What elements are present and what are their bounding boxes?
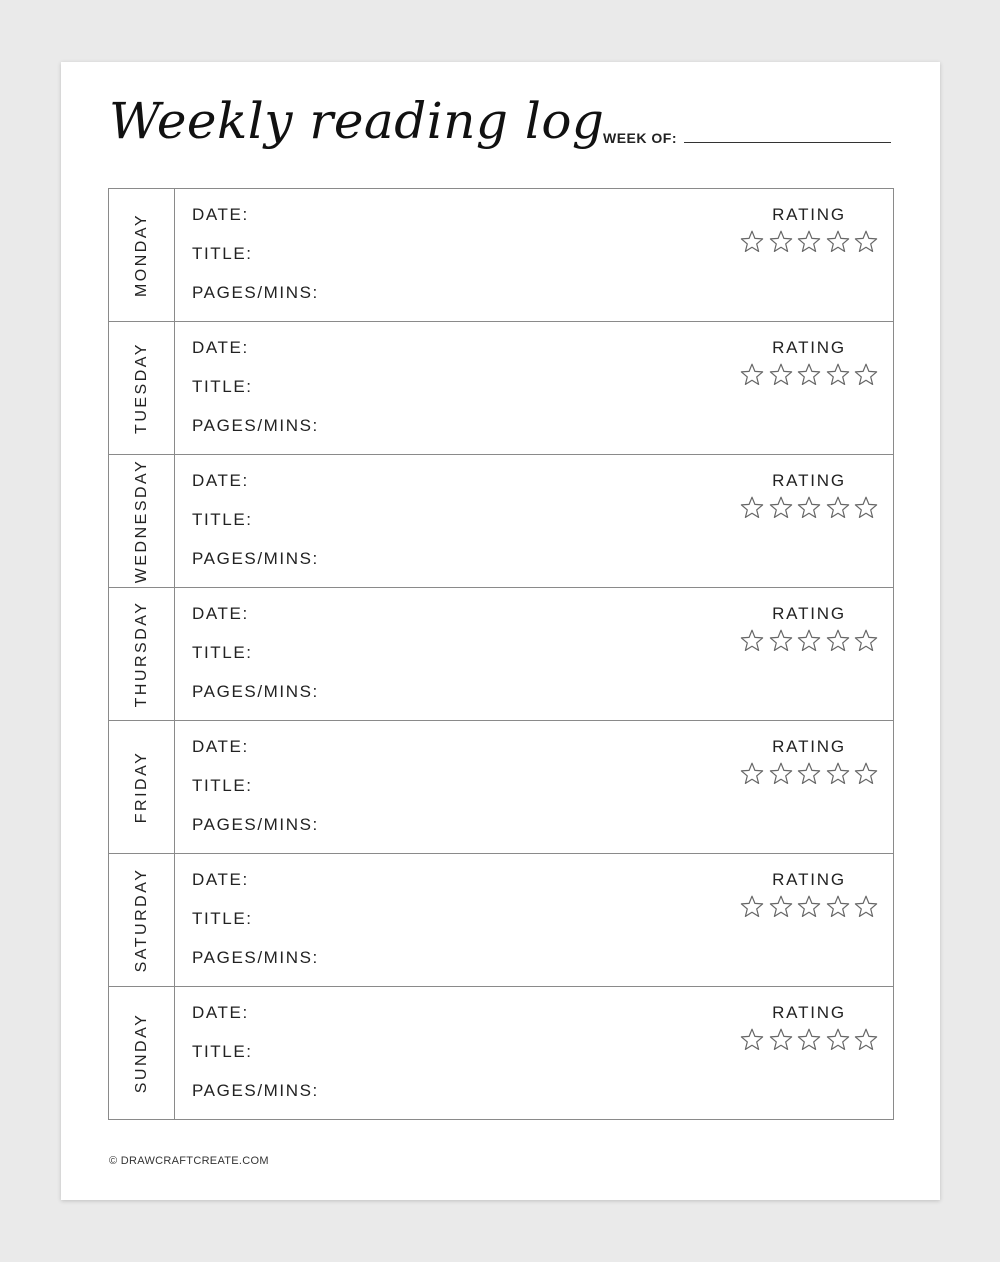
day-cell: [109, 588, 175, 720]
star-outline-icon[interactable]: [853, 894, 879, 920]
star-outline-icon[interactable]: [796, 1027, 822, 1053]
rating-stars: [739, 894, 879, 920]
star-outline-icon[interactable]: [796, 362, 822, 388]
star-outline-icon[interactable]: [796, 761, 822, 787]
reading-log-table: [108, 188, 894, 1120]
rating-label: RATING: [772, 870, 846, 889]
day-cell: [109, 322, 175, 454]
day-name: SATURDAY: [132, 867, 150, 973]
star-outline-icon[interactable]: [739, 894, 765, 920]
date-label: DATE:: [192, 471, 249, 490]
day-fields: [175, 455, 893, 587]
star-outline-icon[interactable]: [768, 495, 794, 521]
rating-label: RATING: [772, 737, 846, 756]
star-outline-icon[interactable]: [739, 362, 765, 388]
day-name: MONDAY: [132, 212, 150, 298]
day-name: SUNDAY: [132, 1012, 150, 1094]
star-outline-icon[interactable]: [768, 362, 794, 388]
rating-stars: [739, 761, 879, 787]
day-fields: [175, 588, 893, 720]
rating-label: RATING: [772, 1003, 846, 1022]
week-of-blank-line: [684, 142, 891, 143]
date-label: DATE:: [192, 205, 249, 224]
star-outline-icon[interactable]: [825, 894, 851, 920]
rating-block: [739, 737, 879, 787]
day-cell: [109, 721, 175, 853]
pages-mins-label: PAGES/MINS:: [192, 815, 319, 834]
pages-mins-label: PAGES/MINS:: [192, 948, 319, 967]
star-outline-icon[interactable]: [825, 628, 851, 654]
star-outline-icon[interactable]: [768, 229, 794, 255]
copyright-footer: © DRAWCRAFTCREATE.COM: [109, 1155, 269, 1167]
star-outline-icon[interactable]: [853, 628, 879, 654]
rating-block: [739, 338, 879, 388]
rating-block: [739, 205, 879, 255]
day-row-tuesday: [109, 322, 893, 455]
star-outline-icon[interactable]: [825, 495, 851, 521]
day-row-saturday: [109, 854, 893, 987]
title-label: TITLE:: [192, 643, 253, 662]
rating-block: [739, 870, 879, 920]
star-outline-icon[interactable]: [825, 229, 851, 255]
rating-label: RATING: [772, 205, 846, 224]
star-outline-icon[interactable]: [768, 628, 794, 654]
star-outline-icon[interactable]: [739, 628, 765, 654]
pages-mins-label: PAGES/MINS:: [192, 682, 319, 701]
day-fields: [175, 987, 893, 1119]
star-outline-icon[interactable]: [739, 495, 765, 521]
printable-page: [61, 62, 940, 1200]
title-label: TITLE:: [192, 909, 253, 928]
title-label: TITLE:: [192, 510, 253, 529]
rating-block: [739, 1003, 879, 1053]
week-of-field: [603, 130, 891, 146]
day-name: THURSDAY: [132, 600, 150, 708]
star-outline-icon[interactable]: [853, 495, 879, 521]
day-cell: [109, 189, 175, 321]
date-label: DATE:: [192, 1003, 249, 1022]
star-outline-icon[interactable]: [739, 761, 765, 787]
day-name: TUESDAY: [132, 342, 150, 434]
rating-block: [739, 604, 879, 654]
day-name: WEDNESDAY: [132, 458, 150, 584]
star-outline-icon[interactable]: [796, 628, 822, 654]
title-label: TITLE:: [192, 1042, 253, 1061]
day-row-sunday: [109, 987, 893, 1119]
pages-mins-label: PAGES/MINS:: [192, 416, 319, 435]
day-row-thursday: [109, 588, 893, 721]
pages-mins-label: PAGES/MINS:: [192, 283, 319, 302]
star-outline-icon[interactable]: [739, 1027, 765, 1053]
day-row-friday: [109, 721, 893, 854]
rating-stars: [739, 229, 879, 255]
star-outline-icon[interactable]: [853, 362, 879, 388]
date-label: DATE:: [192, 338, 249, 357]
day-cell: [109, 854, 175, 986]
day-name: FRIDAY: [132, 750, 150, 824]
star-outline-icon[interactable]: [853, 1027, 879, 1053]
pages-mins-label: PAGES/MINS:: [192, 549, 319, 568]
day-row-wednesday: [109, 455, 893, 588]
rating-label: RATING: [772, 338, 846, 357]
rating-label: RATING: [772, 471, 846, 490]
star-outline-icon[interactable]: [796, 495, 822, 521]
page-title: Weekly reading log: [109, 92, 605, 150]
day-fields: [175, 854, 893, 986]
star-outline-icon[interactable]: [825, 1027, 851, 1053]
star-outline-icon[interactable]: [853, 761, 879, 787]
week-of-label: WEEK OF:: [603, 130, 677, 146]
star-outline-icon[interactable]: [739, 229, 765, 255]
rating-stars: [739, 1027, 879, 1053]
title-label: TITLE:: [192, 776, 253, 795]
star-outline-icon[interactable]: [796, 894, 822, 920]
star-outline-icon[interactable]: [768, 1027, 794, 1053]
star-outline-icon[interactable]: [796, 229, 822, 255]
day-row-monday: [109, 189, 893, 322]
day-cell: [109, 987, 175, 1119]
star-outline-icon[interactable]: [825, 362, 851, 388]
star-outline-icon[interactable]: [768, 894, 794, 920]
pages-mins-label: PAGES/MINS:: [192, 1081, 319, 1100]
star-outline-icon[interactable]: [768, 761, 794, 787]
day-cell: [109, 455, 175, 587]
day-fields: [175, 721, 893, 853]
date-label: DATE:: [192, 604, 249, 623]
date-label: DATE:: [192, 737, 249, 756]
rating-block: [739, 471, 879, 521]
title-label: TITLE:: [192, 244, 253, 263]
day-fields: [175, 322, 893, 454]
star-outline-icon[interactable]: [825, 761, 851, 787]
rating-stars: [739, 495, 879, 521]
date-label: DATE:: [192, 870, 249, 889]
star-outline-icon[interactable]: [853, 229, 879, 255]
rating-label: RATING: [772, 604, 846, 623]
day-fields: [175, 189, 893, 321]
title-label: TITLE:: [192, 377, 253, 396]
rating-stars: [739, 628, 879, 654]
rating-stars: [739, 362, 879, 388]
